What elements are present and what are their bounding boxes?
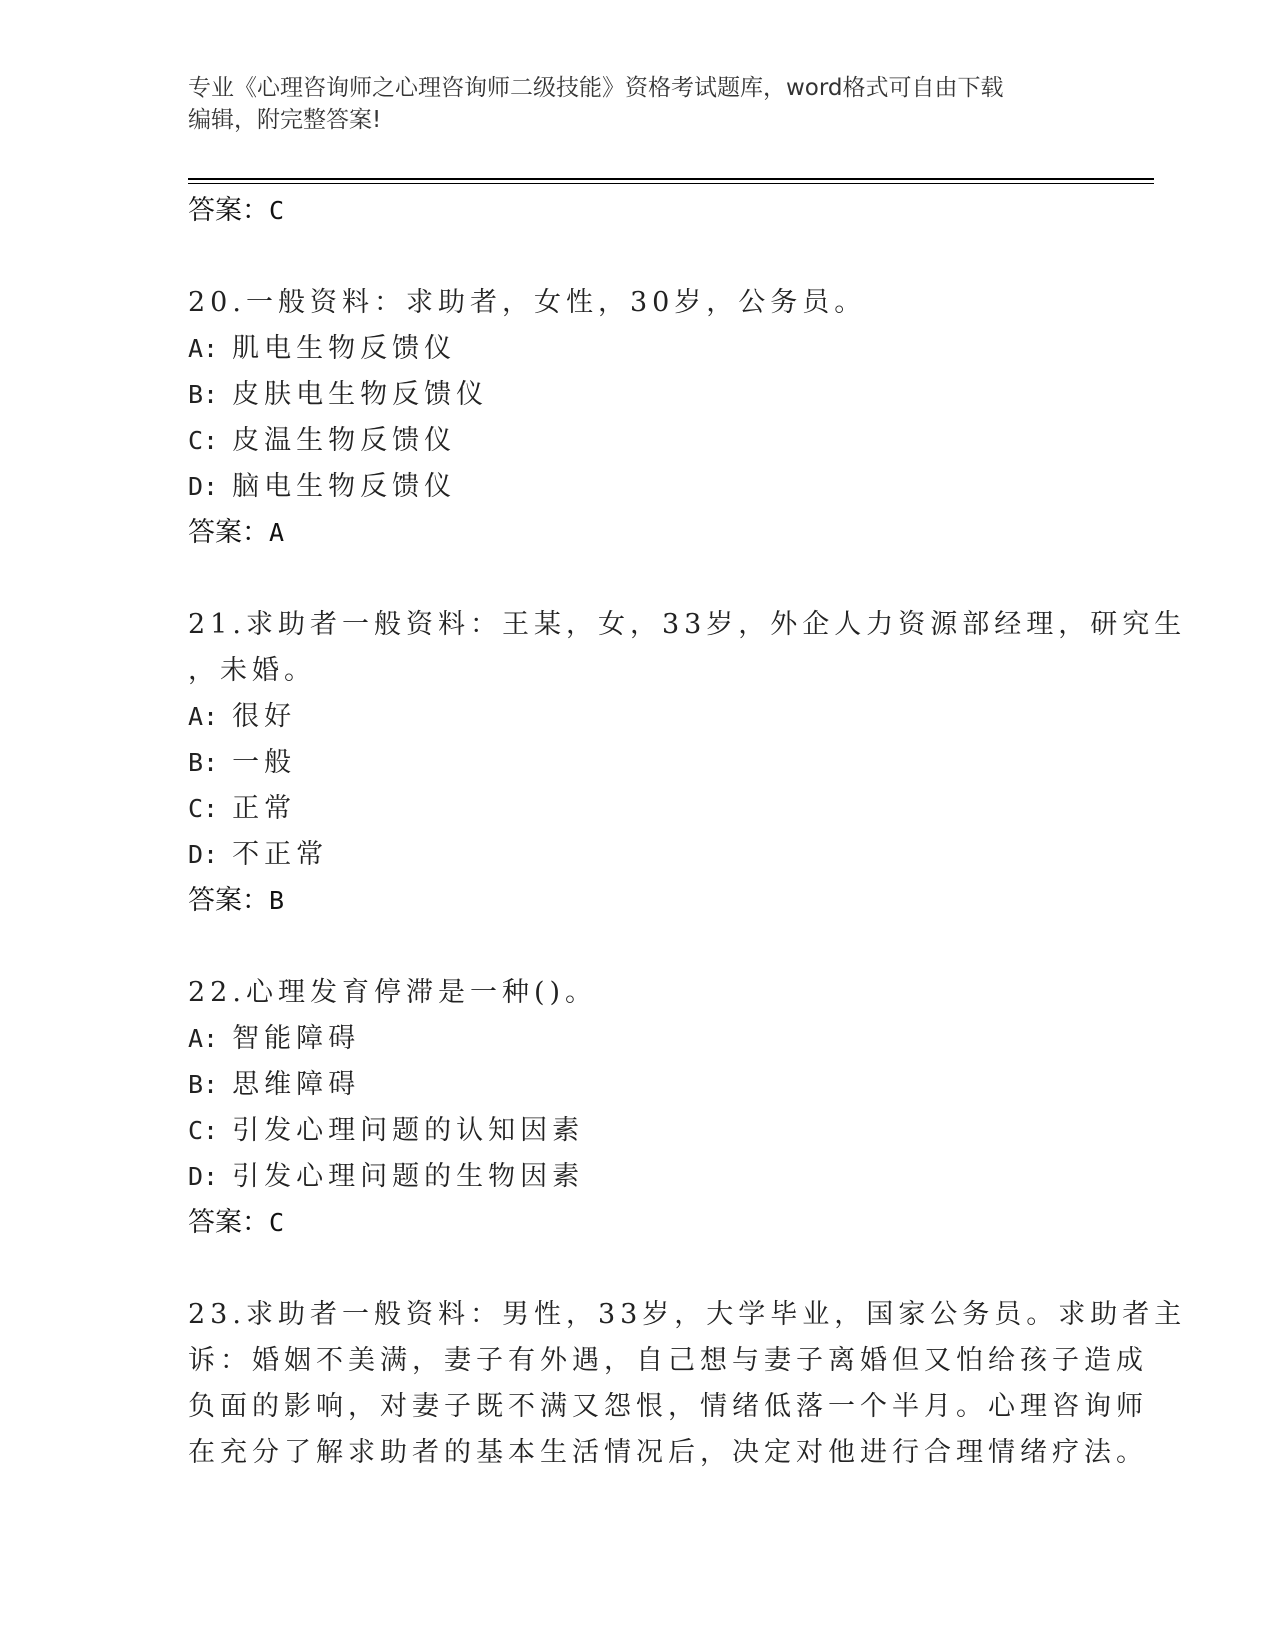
option-key: C:: [188, 794, 219, 823]
option-text: 一般: [232, 747, 297, 778]
header-divider-thick: [188, 178, 1154, 180]
question-text: 20.一般资料：求助者，女性，30岁，公务员。: [188, 287, 867, 318]
spacer: [188, 556, 1088, 602]
question-text: 22.心理发育停滞是一种()。: [188, 977, 598, 1008]
answer-label: 答案：: [188, 885, 269, 916]
header-divider-thin: [188, 183, 1154, 184]
question-text: 在充分了解求助者的基本生活情况后，决定对他进行合理情绪疗法。: [188, 1437, 1148, 1468]
option-text: 思维障碍: [232, 1069, 361, 1100]
option-text: 不正常: [232, 839, 329, 870]
answer-value: B: [269, 886, 285, 915]
option-key: A:: [188, 1024, 219, 1053]
answer-value: A: [269, 518, 285, 547]
answer: [188, 510, 1088, 556]
option-text: 肌电生物反馈仪: [232, 333, 457, 364]
option-key: D:: [188, 472, 219, 501]
question-20: [188, 280, 1088, 556]
option-key: A:: [188, 334, 219, 363]
option-text: 脑电生物反馈仪: [232, 471, 457, 502]
header-line-1: 专业《心理咨询师之心理咨询师二级技能》资格考试题库，word格式可自由下载: [188, 75, 1004, 101]
question-list: [188, 188, 1187, 1476]
option-text: 正常: [232, 793, 297, 824]
option-d: [188, 1154, 1088, 1200]
option-text: 引发心理问题的认知因素: [232, 1115, 585, 1146]
question-text: 负面的影响，对妻子既不满又怨恨，情绪低落一个半月。心理咨询师: [188, 1391, 1148, 1422]
option-a: [188, 694, 1088, 740]
option-key: B:: [188, 748, 219, 777]
answer-value: C: [269, 196, 285, 225]
question-text: 21.求助者一般资料：王某，女，33岁，外企人力资源部经理，研究生: [188, 609, 1187, 640]
option-text: 皮温生物反馈仪: [232, 425, 457, 456]
option-d: [188, 832, 1088, 878]
option-a: [188, 326, 1088, 372]
option-b: [188, 372, 1088, 418]
option-key: A:: [188, 702, 219, 731]
spacer: [188, 234, 1088, 280]
answer-label: 答案：: [188, 195, 269, 226]
answer: [188, 1200, 1088, 1246]
option-text: 皮肤电生物反馈仪: [232, 379, 489, 410]
option-key: D:: [188, 840, 219, 869]
option-key: B:: [188, 380, 219, 409]
spacer: [188, 1246, 1088, 1292]
option-text: 智能障碍: [232, 1023, 361, 1054]
option-c: [188, 786, 1088, 832]
option-b: [188, 740, 1088, 786]
option-key: D:: [188, 1162, 219, 1191]
option-text: 引发心理问题的生物因素: [232, 1161, 585, 1192]
document-header: [188, 72, 1088, 136]
answer-value: C: [269, 1208, 285, 1237]
question-22: [188, 970, 1088, 1246]
option-key: C:: [188, 426, 219, 455]
question-text: ，未婚。: [188, 655, 316, 686]
question-text: 诉：婚姻不美满，妻子有外遇，自己想与妻子离婚但又怕给孩子造成: [188, 1345, 1148, 1376]
question-23: [188, 1292, 1187, 1476]
option-c: [188, 418, 1088, 464]
option-key: C:: [188, 1116, 219, 1145]
option-b: [188, 1062, 1088, 1108]
option-d: [188, 464, 1088, 510]
answer-label: 答案：: [188, 1207, 269, 1238]
option-a: [188, 1016, 1088, 1062]
spacer: [188, 924, 1088, 970]
option-text: 很好: [232, 701, 297, 732]
question-text: 23.求助者一般资料：男性，33岁，大学毕业，国家公务员。求助者主: [188, 1299, 1187, 1330]
previous-answer: [188, 188, 1088, 234]
header-line-2: 编辑，附完整答案!: [188, 107, 382, 133]
option-c: [188, 1108, 1088, 1154]
answer: [188, 878, 1088, 924]
option-key: B:: [188, 1070, 219, 1099]
answer-label: 答案：: [188, 517, 269, 548]
question-21: [188, 602, 1187, 924]
